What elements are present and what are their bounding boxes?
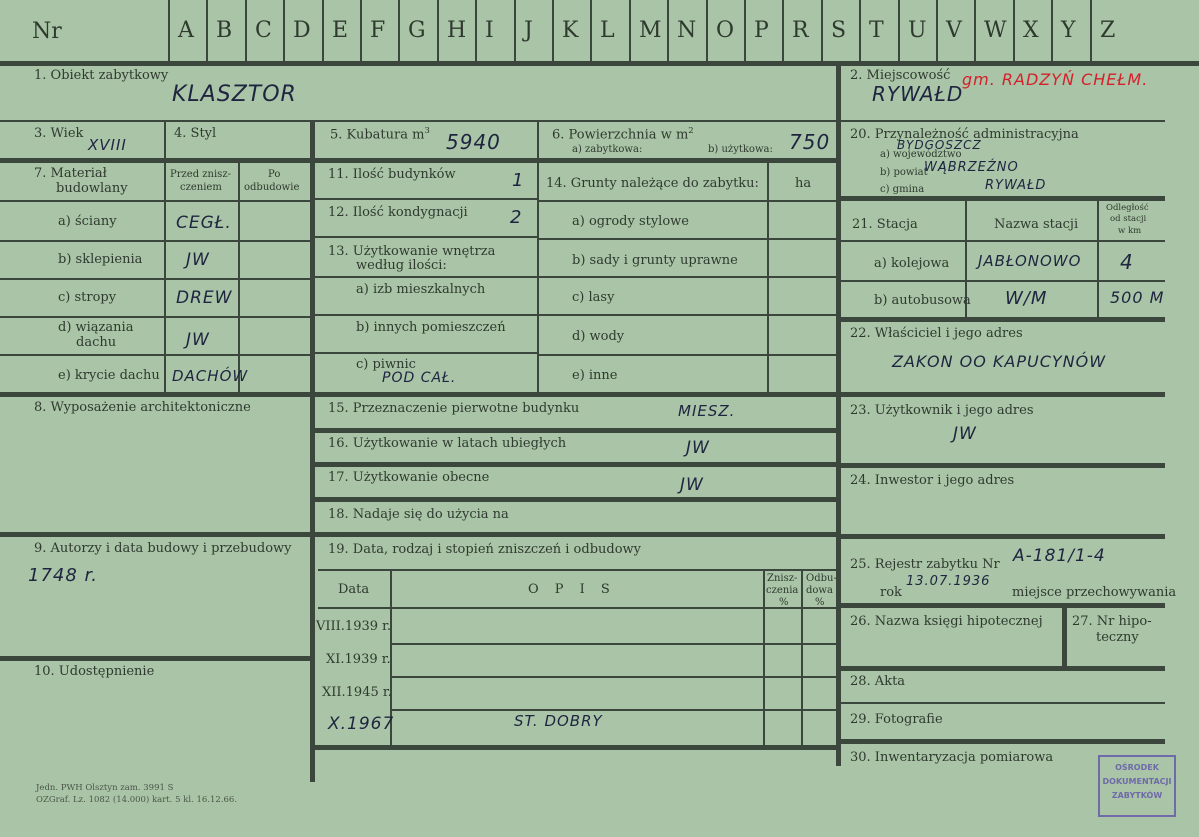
label-wiazania: d) wiązania xyxy=(58,320,134,335)
label-inwentaryzacja: 30. Inwentaryzacja pomiarowa xyxy=(850,750,1054,765)
label-wedlug-ilosci: według ilości: xyxy=(356,258,447,273)
t19-znisz-pct: % xyxy=(779,597,789,608)
header-divider xyxy=(0,61,1199,66)
hw-sklepienia: JW xyxy=(186,250,210,270)
letter-b: B xyxy=(216,18,233,43)
t19-line-3 xyxy=(392,709,838,711)
hw-obiekt: KLASZTOR xyxy=(172,82,297,107)
label-styl: 4. Styl xyxy=(174,126,217,141)
label-wojewodztwo: a) województwo xyxy=(880,149,962,160)
letter-h: H xyxy=(447,18,467,43)
line-20 xyxy=(838,196,1165,201)
label-nr-hipo-2: teczny xyxy=(1096,630,1139,645)
label-przynaleznosc: 20. Przynależność administracyjna xyxy=(850,127,1079,142)
label-wlasciciel: 22. Właściciel i jego adres xyxy=(850,326,1023,341)
letter-divider xyxy=(283,0,285,62)
footer-line-1: Jedn. PWH Olsztyn zam. 3991 S xyxy=(36,783,174,793)
label-przeznaczenie: 15. Przeznaczenie pierwotne budynku xyxy=(328,401,580,416)
label-odleglosc-2: od stacji xyxy=(1110,214,1147,224)
stamp-line-3: ZABYTKÓW xyxy=(1111,791,1163,800)
line-24 xyxy=(838,534,1165,539)
letter-divider xyxy=(859,0,861,62)
label-powierzchnia: 6. Powierzchnia w $m^2$ xyxy=(552,126,694,143)
letter-n: N xyxy=(677,18,697,43)
letter-divider xyxy=(974,0,976,62)
hw-sciany: CEGŁ. xyxy=(176,213,232,233)
letter-divider xyxy=(936,0,938,62)
line-18 xyxy=(0,532,838,537)
label-przed-2: czeniem xyxy=(180,182,222,193)
label-obiekt: 1. Obiekt zabytkowy xyxy=(34,68,169,83)
label-innych-pom: b) innych pomieszczeń xyxy=(356,320,506,335)
line-23 xyxy=(838,463,1165,468)
letter-t: T xyxy=(869,18,884,43)
letter-divider xyxy=(398,0,400,62)
label-dachu: dachu xyxy=(76,335,117,350)
label-ogrody: a) ogrody stylowe xyxy=(572,214,689,229)
letter-l: L xyxy=(600,18,615,43)
label-lasy: c) lasy xyxy=(572,290,615,305)
label-rejestr-miejsce: miejsce przechowywania xyxy=(1012,585,1177,600)
t19-header-line xyxy=(318,607,838,609)
hw-kondygnacje: 2 xyxy=(510,207,523,228)
letter-divider xyxy=(898,0,900,62)
line-12 xyxy=(312,236,538,238)
label-grunty: 14. Grunty należące do zabytku: xyxy=(546,176,759,191)
label-kondygnacje: 12. Ilość kondygnacji xyxy=(328,205,468,220)
letter-o: O xyxy=(716,18,735,43)
hw-opis-4: ST. DOBRY xyxy=(514,712,603,730)
line-11 xyxy=(312,198,538,200)
label-ilosc-budynkow: 11. Ilość budynków xyxy=(328,167,456,182)
material-col2 xyxy=(238,162,240,392)
letter-divider xyxy=(206,0,208,62)
label-pow-uzytkowa: b) użytkowa: xyxy=(708,144,773,155)
hipo-divider xyxy=(1062,608,1067,668)
grunty-line-h xyxy=(539,200,837,202)
letter-g: G xyxy=(408,18,426,43)
material-line-b xyxy=(0,278,312,280)
stacja-header-line xyxy=(840,240,1165,242)
letter-i: I xyxy=(485,18,494,43)
line-17 xyxy=(312,497,838,502)
letter-c: C xyxy=(255,18,272,43)
label-powiat: b) powiat xyxy=(880,167,928,178)
hw-stacja-autobusowa: W/M xyxy=(1005,288,1048,309)
row3-divider xyxy=(0,392,1165,397)
t19-top xyxy=(318,569,838,571)
label-odleglosc-3: w km xyxy=(1118,226,1142,236)
letter-m: M xyxy=(639,18,662,43)
line-25 xyxy=(838,603,1165,608)
label-gmina: c) gmina xyxy=(880,184,925,195)
hw-wojewodztwo: BYDGOSZCZ xyxy=(897,138,982,152)
hw-stacja-kolejowa: JABŁONOWO xyxy=(978,252,1082,270)
material-line-c xyxy=(0,316,312,318)
label-uzytkownik: 23. Użytkownik i jego adres xyxy=(850,403,1034,418)
letter-j: J xyxy=(524,18,533,43)
label-inwestor: 24. Inwestor i jego adres xyxy=(850,473,1015,488)
hw-miejscowosc-note: gm. RADZYŃ CHEŁM. xyxy=(962,70,1149,89)
letter-divider xyxy=(1013,0,1015,62)
hw-ubiegle: JW xyxy=(686,438,710,458)
hw-odl-kolejowa: 4 xyxy=(1120,250,1134,274)
hw-wiek: XVIII xyxy=(88,136,127,154)
material-line-d xyxy=(0,354,312,356)
t19-line-2 xyxy=(392,676,838,678)
letter-y: Y xyxy=(1061,18,1076,43)
line-29 xyxy=(838,739,1165,744)
t19-znisz-2: czenia xyxy=(766,585,799,596)
hw-obecne: JW xyxy=(680,475,704,495)
t19-date-1: VIII.1939 r. xyxy=(316,619,392,634)
label-stropy: c) stropy xyxy=(58,290,117,305)
material-line-a xyxy=(0,240,312,242)
label-sklepienia: b) sklepienia xyxy=(58,252,143,267)
material-header-line xyxy=(0,200,312,202)
grunty-line-a xyxy=(539,238,837,240)
t19-date-2: XI.1939 r. xyxy=(326,652,391,667)
letter-divider xyxy=(245,0,247,62)
letter-f: F xyxy=(370,18,386,43)
t19-col-znisz xyxy=(801,571,803,747)
hw-wlasciciel: ZAKON OO KAPUCYNÓW xyxy=(892,352,1107,371)
hw-miejscowosc: RYWAŁD xyxy=(872,82,964,106)
material-col1 xyxy=(164,162,166,392)
letter-s: S xyxy=(831,18,847,43)
stamp-line-2: DOKUMENTACJI xyxy=(1102,777,1172,786)
label-autorzy: 9. Autorzy i data budowy i przebudowy xyxy=(34,541,292,556)
letter-d: D xyxy=(293,18,311,43)
letter-divider xyxy=(590,0,592,62)
label-uzytkowanie-wnetrza: 13. Użytkowanie wnętrza xyxy=(328,244,496,259)
label-pow-zabytkowa: a) zabytkowa: xyxy=(572,144,643,155)
t19-data-header: Data xyxy=(338,582,370,597)
t19-znisz-1: Znisz- xyxy=(767,573,798,584)
label-ha: ha xyxy=(795,176,812,191)
stacja-line-a xyxy=(840,280,1165,282)
hw-przeznaczenie: MIESZ. xyxy=(678,402,736,420)
line-13 xyxy=(312,276,538,278)
letter-a: A xyxy=(178,18,194,43)
line-15 xyxy=(312,428,838,433)
grunty-line-c xyxy=(539,314,837,316)
label-autobusowa: b) autobusowa xyxy=(874,293,971,308)
letter-v: V xyxy=(946,18,962,43)
t19-bottom xyxy=(312,745,838,750)
label-wyposazenie: 8. Wyposażenie architektoniczne xyxy=(34,400,251,415)
hw-stropy: DREW xyxy=(176,288,233,308)
letter-x: X xyxy=(1023,18,1039,43)
line-13a xyxy=(312,314,538,316)
line-26 xyxy=(838,666,1165,671)
label-izb: a) izb mieszkalnych xyxy=(356,282,486,297)
hw-autorzy: 1748 r. xyxy=(28,565,98,586)
grunty-line-d xyxy=(539,354,837,356)
hw-powiat: WĄBRZEŹNO xyxy=(924,160,1019,175)
t19-odbu-pct: % xyxy=(815,597,825,608)
letter-divider xyxy=(629,0,631,62)
t19-date-3: XII.1945 r. xyxy=(322,685,392,700)
label-kolejowa: a) kolejowa xyxy=(874,256,950,271)
letter-divider xyxy=(1090,0,1092,62)
grunty-line-b xyxy=(539,276,837,278)
label-nr-hipo-1: 27. Nr hipo- xyxy=(1072,614,1152,629)
label-odleglosc-1: Odległość xyxy=(1106,203,1149,213)
line-9 xyxy=(0,656,312,661)
t19-line-1 xyxy=(392,643,838,645)
hw-pow-uzytkowa: 750 xyxy=(789,130,831,154)
label-stacja: 21. Stacja xyxy=(852,217,918,232)
letter-k: K xyxy=(562,18,579,43)
t19-col-opis xyxy=(763,571,765,747)
left-column-divider xyxy=(310,122,315,782)
label-po-2: odbudowie xyxy=(244,182,300,193)
label-fotografie: 29. Fotografie xyxy=(850,712,943,727)
label-uzytkowanie-obecne: 17. Użytkowanie obecne xyxy=(328,470,490,485)
row1-divider xyxy=(0,120,1165,122)
hw-piwnic: POD CAŁ. xyxy=(382,370,457,386)
hw-rejestr-rok: 13.07.1936 xyxy=(906,574,991,589)
right-column-divider xyxy=(836,66,841,766)
label-sciany: a) ściany xyxy=(58,214,117,229)
letter-e: E xyxy=(332,18,349,43)
label-inne: e) inne xyxy=(572,368,618,383)
t19-odbu-2: dowa xyxy=(806,585,833,596)
row2-divider xyxy=(0,158,838,163)
label-ksiega: 26. Nazwa księgi hipotecznej xyxy=(850,614,1043,629)
kubatura-divider xyxy=(537,122,539,158)
letter-divider xyxy=(514,0,516,62)
label-akta: 28. Akta xyxy=(850,674,906,689)
hw-rejestr-nr: A-181/1-4 xyxy=(1013,546,1106,566)
label-rejestr: 25. Rejestr zabytku Nr xyxy=(850,557,1000,572)
label-nazwa-stacji: Nazwa stacji xyxy=(994,217,1079,232)
stamp-line-1: OŚRODEK xyxy=(1115,763,1159,772)
hw-date-4: X.1967 xyxy=(328,714,395,734)
line-16 xyxy=(312,462,838,467)
hw-krycie: DACHÓW xyxy=(172,367,249,385)
letter-u: U xyxy=(908,18,927,43)
label-wody: d) wody xyxy=(572,329,625,344)
hw-budynki: 1 xyxy=(512,170,525,191)
footer-line-2: OZGraf. Lz. 1082 (14.000) kart. 5 kl. 16.12.66. xyxy=(36,795,238,805)
label-wiek: 3. Wiek xyxy=(34,126,84,141)
label-zniszczenia: 19. Data, rodzaj i stopień zniszczeń i odbudowy xyxy=(328,542,642,557)
line-21 xyxy=(838,317,1165,322)
stacja-col2 xyxy=(1097,201,1099,319)
letter-divider xyxy=(821,0,823,62)
t19-opis-header: O P I S xyxy=(528,582,616,597)
letter-divider xyxy=(706,0,708,62)
letter-divider xyxy=(782,0,784,62)
hw-gmina: RYWAŁD xyxy=(985,178,1047,193)
letter-divider xyxy=(1051,0,1053,62)
letter-divider xyxy=(360,0,362,62)
letter-divider xyxy=(667,0,669,62)
line-13b xyxy=(312,352,538,354)
label-udostepnienie: 10. Udostępnienie xyxy=(34,664,155,679)
hw-uzytkownik: JW xyxy=(953,424,977,444)
letter-w: W xyxy=(984,18,1007,43)
letter-z: Z xyxy=(1100,18,1116,43)
label-kubatura: 5. Kubatura $m^3$ xyxy=(330,126,430,143)
letter-divider xyxy=(552,0,554,62)
t19-odbu-1: Odbu- xyxy=(806,573,837,584)
letter-divider xyxy=(475,0,477,62)
label-budowlany: budowlany xyxy=(56,181,128,196)
label-nadaje-sie: 18. Nadaje się do użycia na xyxy=(328,507,509,522)
letter-p: P xyxy=(754,18,769,43)
label-uzytkowanie-ubiegle: 16. Użytkowanie w latach ubiegłych xyxy=(328,436,567,451)
nr-label: Nr xyxy=(32,19,62,44)
label-po-1: Po xyxy=(268,169,281,180)
label-sady: b) sady i grunty uprawne xyxy=(572,253,738,268)
letter-divider xyxy=(744,0,746,62)
label-rejestr-rok: rok xyxy=(880,585,902,600)
label-miejscowosc: 2. Miejscowość xyxy=(850,68,951,83)
label-krycie: e) krycie dachu xyxy=(58,368,160,383)
hw-wiazania: JW xyxy=(186,330,210,350)
label-piwnic: c) piwnic xyxy=(356,357,416,372)
letter-divider xyxy=(437,0,439,62)
archive-stamp xyxy=(1098,755,1176,817)
hw-odl-autobusowa: 500 M xyxy=(1110,288,1165,307)
line-28 xyxy=(840,702,1165,704)
hw-kubatura: 5940 xyxy=(446,130,501,154)
label-material: 7. Materiał xyxy=(34,166,107,181)
letter-divider xyxy=(168,0,170,62)
letter-divider xyxy=(322,0,324,62)
wiek-divider xyxy=(164,122,166,158)
letter-r: R xyxy=(792,18,809,43)
label-przed-1: Przed znisz- xyxy=(170,169,231,180)
